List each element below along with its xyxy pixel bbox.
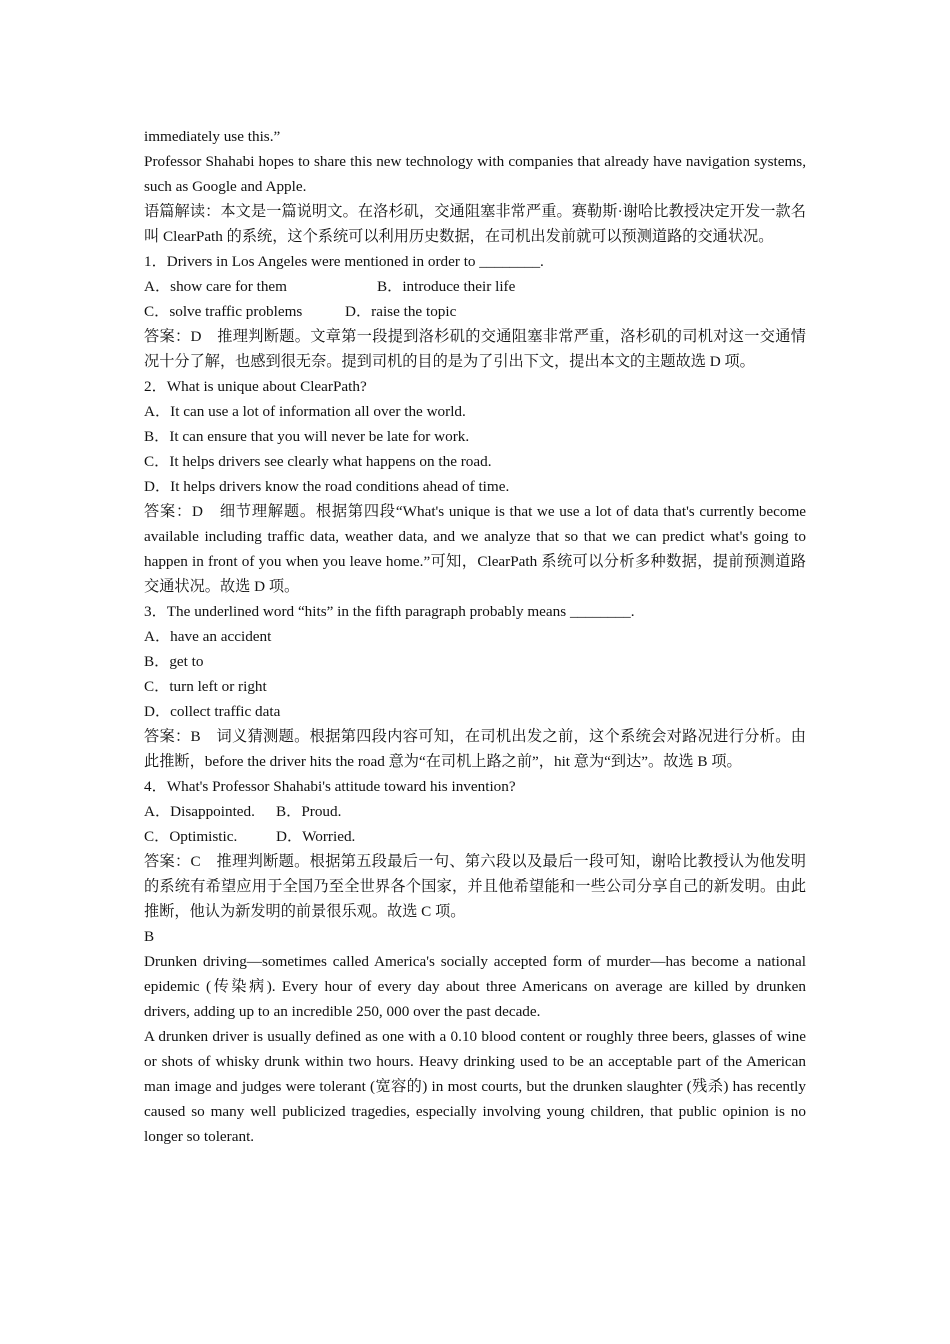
passage-line: immediately use this.” xyxy=(144,128,281,145)
option-b: B．get to xyxy=(144,653,204,670)
option-b: B．Proud. xyxy=(276,803,342,820)
passage-paragraph: Drunken driving—sometimes called America's socially accepted form of murder—has become a national epidemic (传染病). Every hour of every day about three Americans on average are killed by drunken drivers, adding up to an incredible 250, 000 over the past decade. xyxy=(144,953,806,1020)
option-c: C．Optimistic. xyxy=(144,828,238,845)
section-heading: B xyxy=(144,928,155,945)
passage-paragraph: Professor Shahabi hopes to share this new technology with companies that already have navigation systems, such as Google and Apple. xyxy=(144,153,806,195)
question-4-options-ab xyxy=(144,799,806,824)
option-c: C．solve traffic problems xyxy=(144,303,303,320)
option-d: D．It helps drivers know the road conditions ahead of time. xyxy=(144,478,510,495)
question-1-options-ab xyxy=(144,274,806,299)
question-4: 4．What's Professor Shahabi's attitude toward his invention? xyxy=(144,778,516,795)
option-d: D．Worried. xyxy=(276,828,356,845)
answer-4: 答案：C 推理判断题。根据第五段最后一句、第六段以及最后一段可知，谢哈比教授认为他发明的系统有希望应用于全国乃至全世界各个国家，并且他希望能和一些公司分享自己的新发明。由此推断，他认为新发明的前景很乐观。故选 C 项。 xyxy=(144,853,806,920)
option-d: D．collect traffic data xyxy=(144,703,281,720)
question-1: 1．Drivers in Los Angeles were mentioned in order to ________. xyxy=(144,253,544,270)
question-4-options-cd xyxy=(144,824,806,849)
answer-3: 答案：B 词义猜测题。根据第四段内容可知，在司机出发之前，这个系统会对路况进行分析。由此推断，before the driver hits the road 意为“在司机上路之前”，hit 意为“到达”。故选 B 项。 xyxy=(144,728,806,770)
option-b: B．introduce their life xyxy=(377,278,516,295)
question-3: 3．The underlined word “hits” in the fifth paragraph probably means ________. xyxy=(144,603,635,620)
option-d: D．raise the topic xyxy=(345,303,457,320)
option-b: B．It can ensure that you will never be late for work. xyxy=(144,428,470,445)
question-1-options-cd xyxy=(144,299,806,324)
answer-1: 答案：D 推理判断题。文章第一段提到洛杉矶的交通阻塞非常严重，洛杉矶的司机对这一交通情况十分了解，也感到很无奈。提到司机的目的是为了引出下文，提出本文的主题故选 D 项。 xyxy=(144,328,806,370)
option-c: C．It helps drivers see clearly what happens on the road. xyxy=(144,453,492,470)
question-2: 2．What is unique about ClearPath? xyxy=(144,378,367,395)
passage-paragraph: A drunken driver is usually defined as one with a 0.10 blood content or roughly three beers, glasses of wine or shots of whisky drunk within two hours. Heavy drinking used to be an acceptable part of the American man image and judges were tolerant (宽容的) in most courts, but the drunken slaughter (残杀) has recently caused so many well publicized tragedies, especially involving young children, that public opinion is no longer so tolerant. xyxy=(144,1028,806,1145)
document-page xyxy=(144,124,806,1149)
option-c: C．turn left or right xyxy=(144,678,267,695)
passage-analysis: 语篇解读：本文是一篇说明文。在洛杉矶，交通阻塞非常严重。赛勒斯·谢哈比教授决定开发一款名叫 ClearPath 的系统，这个系统可以利用历史数据，在司机出发前就可以预测道路的交通状况。 xyxy=(144,203,806,245)
option-a: A．show care for them xyxy=(144,278,287,295)
option-a: A．It can use a lot of information all over the world. xyxy=(144,403,466,420)
option-a: A．Disappointed. xyxy=(144,803,255,820)
option-a: A．have an accident xyxy=(144,628,272,645)
answer-2: 答案：D 细节理解题。根据第四段“What's unique is that we use a lot of data that's currently become available including traffic data, weather data, and we analyze that so that we can predict what's going to happen in front of you when you leave home.”可知，ClearPath 系统可以分析多种数据，提前预测道路交通状况。故选 D 项。 xyxy=(144,503,806,595)
